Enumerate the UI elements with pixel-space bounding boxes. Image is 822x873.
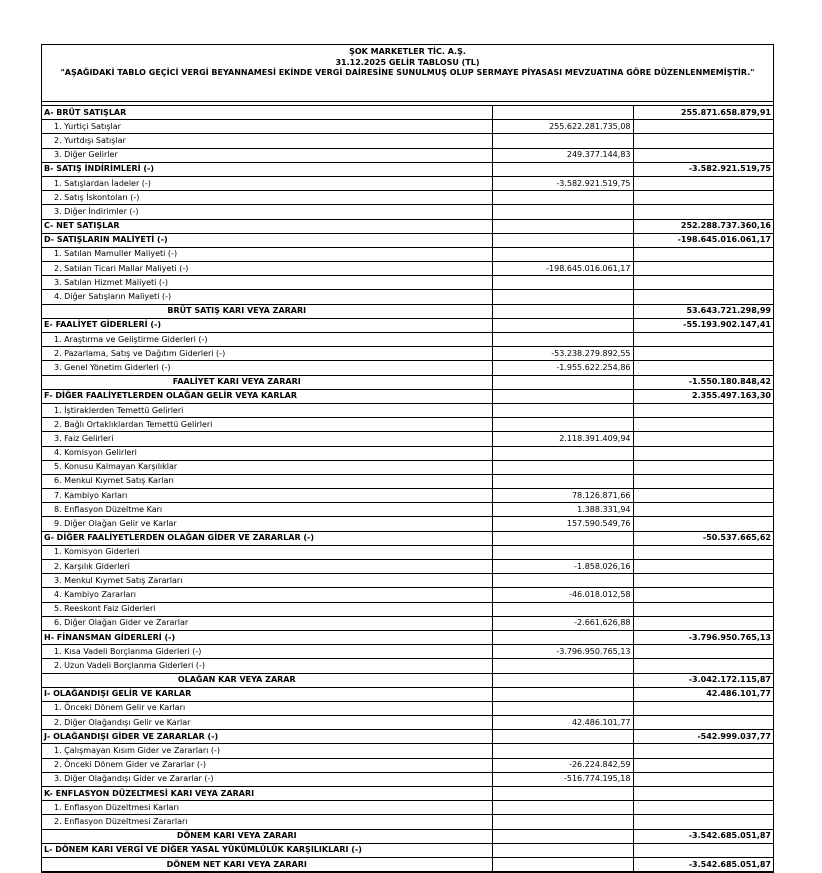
row-total: 255.871.658.879,91 [633, 106, 773, 120]
line-item-row [42, 120, 773, 134]
section-row [42, 687, 773, 701]
row-total [633, 432, 773, 446]
row-amount: -46.018.012,58 [492, 588, 633, 602]
row-amount [492, 205, 633, 219]
row-amount [492, 418, 633, 432]
line-item-row [42, 176, 773, 190]
row-label: 3. Diğer Gelirler [42, 148, 492, 162]
row-amount [492, 276, 633, 290]
row-total [633, 446, 773, 460]
line-item-row [42, 503, 773, 517]
row-total: -198.645.016.061,17 [633, 233, 773, 247]
line-item-row [42, 645, 773, 659]
row-label: 3. Diğer Olağandışı Gider ve Zararlar (-) [42, 772, 492, 786]
row-total [633, 701, 773, 715]
row-total [633, 333, 773, 347]
row-total [633, 545, 773, 559]
row-total [633, 772, 773, 786]
statement-title: 31.12.2025 GELİR TABLOSU (TL) [335, 57, 480, 67]
row-total [633, 602, 773, 616]
line-item-row [42, 474, 773, 488]
section-row [42, 219, 773, 233]
row-label: 2. Enflasyon Düzeltmesi Zararları [42, 815, 492, 829]
row-total [633, 560, 773, 574]
row-amount [492, 829, 633, 843]
row-total [633, 489, 773, 503]
line-item-row [42, 403, 773, 417]
row-label: 1. Komisyon Giderleri [42, 545, 492, 559]
row-label: 1. İştiraklerden Temettü Gelirleri [42, 403, 492, 417]
row-total [633, 503, 773, 517]
row-label: DÖNEM KARI VEYA ZARARI [42, 829, 492, 843]
row-amount [492, 290, 633, 304]
row-label: D- SATIŞLARIN MALİYETİ (-) [42, 233, 492, 247]
row-label: 1. Satılan Mamuller Maliyeti (-) [42, 247, 492, 261]
line-item-row [42, 333, 773, 347]
row-amount: -516.774.195,18 [492, 772, 633, 786]
row-total: 252.288.737.360,16 [633, 219, 773, 233]
line-item-row [42, 247, 773, 261]
row-total: -1.550.180.848,42 [633, 375, 773, 389]
row-label: B- SATIŞ İNDİRİMLERİ (-) [42, 162, 492, 176]
line-item-row [42, 134, 773, 148]
row-total [633, 148, 773, 162]
line-item-row [42, 815, 773, 829]
row-amount: -1.858.026,16 [492, 560, 633, 574]
section-row [42, 630, 773, 644]
subtotal-row [42, 829, 773, 843]
row-label: 6. Menkul Kıymet Satış Karları [42, 474, 492, 488]
row-label: 8. Enflasyon Düzeltme Karı [42, 503, 492, 517]
row-total [633, 460, 773, 474]
row-amount: 1.388.331,94 [492, 503, 633, 517]
row-label: L- DÖNEM KARI VERGİ VE DİĞER YASAL YÜKÜMLÜLÜK KARŞILIKLARI (-) [42, 843, 492, 857]
row-amount [492, 219, 633, 233]
row-total [633, 403, 773, 417]
row-amount: 157.590.549,76 [492, 517, 633, 531]
row-total: -3.542.685.051,87 [633, 829, 773, 843]
row-amount [492, 673, 633, 687]
row-amount [492, 701, 633, 715]
section-row [42, 318, 773, 332]
row-amount: 249.377.144,83 [492, 148, 633, 162]
subtotal-row [42, 673, 773, 687]
row-amount [492, 162, 633, 176]
row-amount [492, 687, 633, 701]
line-item-row [42, 574, 773, 588]
row-label: 2. Yurtdışı Satışlar [42, 134, 492, 148]
row-amount: 2.118.391.409,94 [492, 432, 633, 446]
line-item-row [42, 588, 773, 602]
line-item-row [42, 489, 773, 503]
row-total [633, 262, 773, 276]
line-item-row [42, 148, 773, 162]
subtotal-row [42, 857, 773, 871]
line-item-row [42, 659, 773, 673]
row-label: H- FİNANSMAN GİDERLERİ (-) [42, 630, 492, 644]
row-total [633, 276, 773, 290]
row-amount: -1.955.622.254,86 [492, 361, 633, 375]
row-label: 3. Menkul Kıymet Satış Zararları [42, 574, 492, 588]
row-total [633, 787, 773, 801]
row-total [633, 801, 773, 815]
row-total: -3.582.921.519,75 [633, 162, 773, 176]
row-amount [492, 787, 633, 801]
row-label: E- FAALİYET GİDERLERİ (-) [42, 318, 492, 332]
line-item-row [42, 744, 773, 758]
line-item-row [42, 616, 773, 630]
row-label: FAALİYET KARI VEYA ZARARI [42, 375, 492, 389]
row-label: 3. Diğer İndirimler (-) [42, 205, 492, 219]
row-amount [492, 233, 633, 247]
row-amount [492, 630, 633, 644]
line-item-row [42, 758, 773, 772]
row-total [633, 616, 773, 630]
row-amount [492, 333, 633, 347]
line-item-row [42, 418, 773, 432]
row-label: G- DİĞER FAALİYETLERDEN OLAĞAN GİDER VE ZARARLAR (-) [42, 531, 492, 545]
row-total: -3.796.950.765,13 [633, 630, 773, 644]
row-label: 1. Yurtiçi Satışlar [42, 120, 492, 134]
row-amount [492, 857, 633, 871]
row-label: F- DİĞER FAALİYETLERDEN OLAĞAN GELİR VEYA KARLAR [42, 389, 492, 403]
subtotal-row [42, 304, 773, 318]
line-item-row [42, 772, 773, 786]
row-label: 2. Satılan Ticari Mallar Maliyeti (-) [42, 262, 492, 276]
row-total [633, 517, 773, 531]
row-total: -542.999.037,77 [633, 730, 773, 744]
row-total [633, 744, 773, 758]
row-amount [492, 318, 633, 332]
row-amount [492, 403, 633, 417]
row-amount [492, 545, 633, 559]
row-amount [492, 460, 633, 474]
line-item-row [42, 205, 773, 219]
row-label: 2. Bağlı Ortaklıklardan Temettü Gelirleri [42, 418, 492, 432]
line-item-row [42, 446, 773, 460]
row-amount [492, 602, 633, 616]
row-amount [492, 389, 633, 403]
row-total: -55.193.902.147,41 [633, 318, 773, 332]
line-item-row [42, 191, 773, 205]
line-item-row [42, 517, 773, 531]
row-label: 5. Reeskont Faiz Giderleri [42, 602, 492, 616]
row-label: 7. Kambiyo Karları [42, 489, 492, 503]
statement-header [42, 45, 773, 102]
row-label: DÖNEM NET KARI VEYA ZARARI [42, 857, 492, 871]
row-amount [492, 531, 633, 545]
row-total: 2.355.497.163,30 [633, 389, 773, 403]
row-amount [492, 247, 633, 261]
row-label: 6. Diğer Olağan Gider ve Zararlar [42, 616, 492, 630]
row-amount: -2.661.626,88 [492, 616, 633, 630]
section-row [42, 233, 773, 247]
line-item-row [42, 716, 773, 730]
row-amount [492, 375, 633, 389]
section-row [42, 389, 773, 403]
row-total [633, 716, 773, 730]
income-statement [41, 44, 774, 873]
row-amount [492, 659, 633, 673]
line-item-row [42, 290, 773, 304]
line-item-row [42, 560, 773, 574]
line-item-row [42, 276, 773, 290]
row-label: 1. Satışlardan İadeler (-) [42, 176, 492, 190]
row-total [633, 758, 773, 772]
row-total: 42.486.101,77 [633, 687, 773, 701]
row-total [633, 815, 773, 829]
row-total [633, 361, 773, 375]
line-item-row [42, 545, 773, 559]
row-total [633, 843, 773, 857]
row-label: K- ENFLASYON DÜZELTMESİ KARI VEYA ZARARI [42, 787, 492, 801]
row-total [633, 418, 773, 432]
row-label: 3. Genel Yönetim Giderleri (-) [42, 361, 492, 375]
line-item-row [42, 432, 773, 446]
row-amount [492, 106, 633, 120]
row-label: I- OLAĞANDIŞI GELİR VE KARLAR [42, 687, 492, 701]
row-total [633, 176, 773, 190]
row-label: 3. Faiz Gelirleri [42, 432, 492, 446]
row-amount [492, 304, 633, 318]
row-amount [492, 191, 633, 205]
row-total [633, 588, 773, 602]
row-label: 9. Diğer Olağan Gelir ve Karlar [42, 517, 492, 531]
row-label: 4. Kambiyo Zararları [42, 588, 492, 602]
row-label: 2. Satış İskontoları (-) [42, 191, 492, 205]
line-item-row [42, 701, 773, 715]
subtotal-row [42, 375, 773, 389]
row-total: -3.042.172.115,87 [633, 673, 773, 687]
row-label: 5. Konusu Kalmayan Karşılıklar [42, 460, 492, 474]
row-total [633, 205, 773, 219]
row-amount: -3.796.950.765,13 [492, 645, 633, 659]
row-amount: 255.622.281.735,08 [492, 120, 633, 134]
row-label: 2. Pazarlama, Satış ve Dağıtım Giderleri (-) [42, 347, 492, 361]
row-label: C- NET SATIŞLAR [42, 219, 492, 233]
income-table [42, 106, 773, 872]
line-item-row [42, 262, 773, 276]
section-row [42, 162, 773, 176]
row-label: 2. Karşılık Giderleri [42, 560, 492, 574]
line-item-row [42, 602, 773, 616]
row-amount: -3.582.921.519,75 [492, 176, 633, 190]
section-row [42, 730, 773, 744]
row-total [633, 474, 773, 488]
row-label: 2. Diğer Olağandışı Gelir ve Karlar [42, 716, 492, 730]
row-total [633, 659, 773, 673]
section-row [42, 531, 773, 545]
row-amount [492, 574, 633, 588]
line-item-row [42, 801, 773, 815]
row-label: 4. Komisyon Gelirleri [42, 446, 492, 460]
row-total [633, 347, 773, 361]
company-name: ŞOK MARKETLER TİC. A.Ş. [349, 47, 466, 56]
row-total [633, 134, 773, 148]
line-item-row [42, 347, 773, 361]
row-total: 53.643.721.298,99 [633, 304, 773, 318]
row-label: 2. Önceki Dönem Gider ve Zararlar (-) [42, 758, 492, 772]
row-total [633, 290, 773, 304]
row-amount [492, 474, 633, 488]
row-label: 2. Uzun Vadeli Borçlanma Giderleri (-) [42, 659, 492, 673]
row-label: BRÜT SATIŞ KARI VEYA ZARARI [42, 304, 492, 318]
section-row [42, 106, 773, 120]
row-label: A- BRÜT SATIŞLAR [42, 106, 492, 120]
row-amount [492, 730, 633, 744]
row-total [633, 645, 773, 659]
line-item-row [42, 460, 773, 474]
row-amount [492, 134, 633, 148]
row-label: 1. Önceki Dönem Gelir ve Karları [42, 701, 492, 715]
row-label: 1. Araştırma ve Geliştirme Giderleri (-) [42, 333, 492, 347]
row-amount: -53.238.279.892,55 [492, 347, 633, 361]
row-amount [492, 801, 633, 815]
row-label: 3. Satılan Hizmet Maliyeti (-) [42, 276, 492, 290]
row-label: OLAĞAN KAR VEYA ZARAR [42, 673, 492, 687]
row-label: J- OLAĞANDIŞI GİDER VE ZARARLAR (-) [42, 730, 492, 744]
line-item-row [42, 361, 773, 375]
disclaimer-note: "AŞAĞIDAKİ TABLO GEÇİCİ VERGİ BEYANNAMESİ EKİNDE VERGİ DAİRESİNE SUNULMUŞ OLUP SERMAYE PİYASASI MEVZUATINA GÖRE DÜZENLENMEMİŞTİR." [60, 68, 755, 77]
row-amount [492, 446, 633, 460]
section-row [42, 843, 773, 857]
row-amount [492, 843, 633, 857]
row-amount: 42.486.101,77 [492, 716, 633, 730]
row-total: -50.537.665,62 [633, 531, 773, 545]
row-label: 1. Kısa Vadeli Borçlanma Giderleri (-) [42, 645, 492, 659]
row-label: 4. Diğer Satışların Maliyeti (-) [42, 290, 492, 304]
row-amount [492, 744, 633, 758]
row-total [633, 120, 773, 134]
row-amount: 78.126.871,66 [492, 489, 633, 503]
row-amount [492, 815, 633, 829]
row-amount: -26.224.842,59 [492, 758, 633, 772]
row-amount: -198.645.016.061,17 [492, 262, 633, 276]
row-total [633, 191, 773, 205]
row-total [633, 247, 773, 261]
row-label: 1. Çalışmayan Kısım Gider ve Zararları (-) [42, 744, 492, 758]
row-total: -3.542.685.051,87 [633, 857, 773, 871]
row-total [633, 574, 773, 588]
section-row [42, 787, 773, 801]
row-label: 1. Enflasyon Düzeltmesi Karları [42, 801, 492, 815]
